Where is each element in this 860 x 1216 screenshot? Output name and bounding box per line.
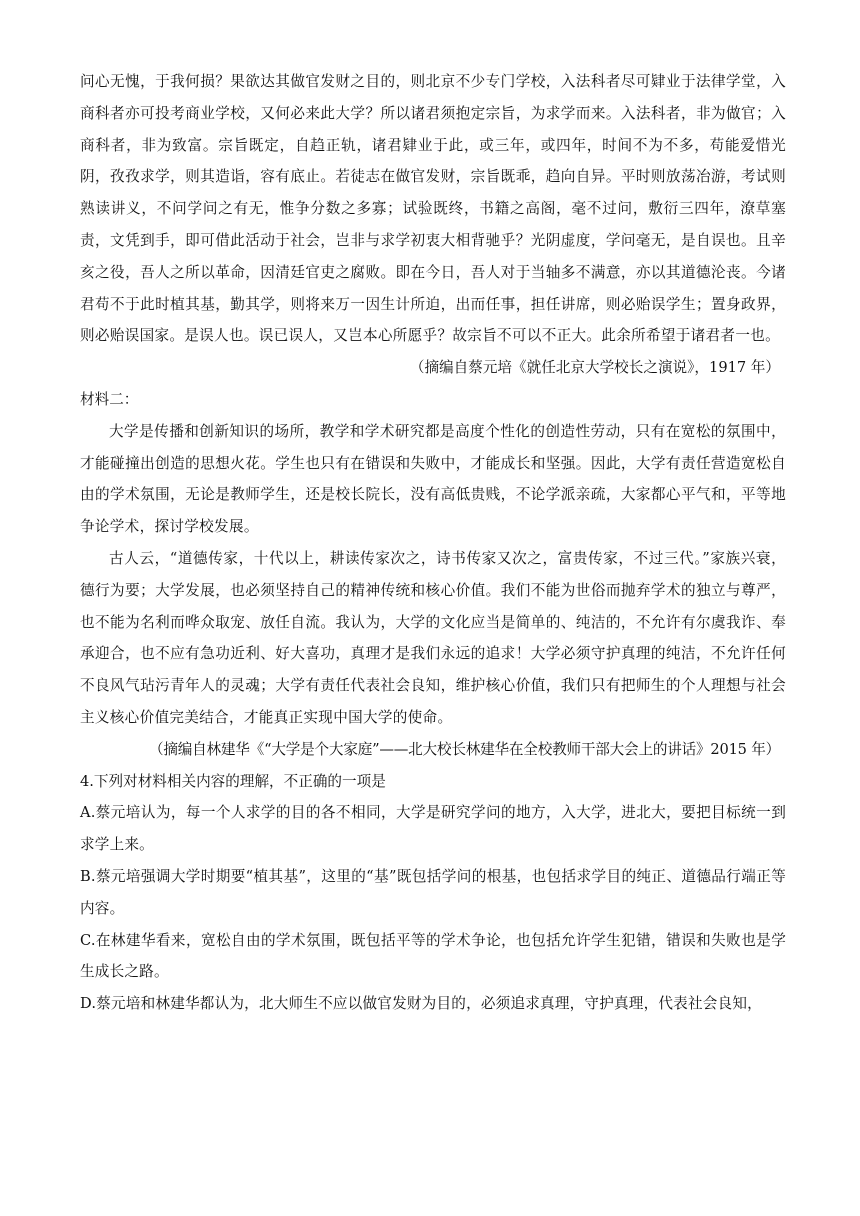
option-b: B.蔡元培强调大学时期要“植其基”，这里的“基”既包括学问的根基，也包括求学目的纯正、道德品行端正等内容。 bbox=[80, 867, 786, 917]
material-two-label: 材料二： bbox=[80, 390, 139, 408]
option-d: D.蔡元培和林建华都认为，北大师生不应以做官发财为目的，必须追求真理，守护真理，代表社会良知， bbox=[80, 995, 762, 1013]
option-a: A.蔡元培认为，每一个人求学的目的各不相同，大学是研究学问的地方，入大学，进北大，要把目标统一到求学上来。 bbox=[80, 804, 786, 854]
material-two-paragraph-2: 古人云，“道德传家，十代以上，耕读传家次之，诗书传家又次之，富贵传家，不过三代。”家族兴衰，德行为要；大学发展，也必须坚持自己的精神传统和核心价值。我们不能为世俗而抛弃学术的独立与尊严，也不能为名利而哗众取宠、放任自流。我认为，大学的文化应当是简单的、纯洁的，不允许有尔虞我诈、奉承迎合，也不应有急功近利、好大喜功，真理才是我们永远的追求！大学必须守护真理的纯洁，不允许任何不良风气玷污青年人的灵魂；大学有责任代表社会良知，维护核心价值，我们只有把师生的个人理想与社会主义核心价值完美结合，才能真正实现中国大学的使命。 bbox=[80, 549, 786, 726]
material-one-paragraph: 问心无愧，于我何损？果欲达其做官发财之目的，则北京不少专门学校，入法科者尽可肄业于法律学堂，入商科者亦可投考商业学校，又何必来此大学？所以诸君须抱定宗旨，为求学而来。入法科者，非为做官；入商科者，非为致富。宗旨既定，自趋正轨，诸君肄业于此，或三年，或四年，时间不为不多，苟能爱惜光阴，孜孜求学，则其造诣，容有底止。若徒志在做官发财，宗旨既乖，趋向自异。平时则放荡冶游，考试则熟读讲义，不问学问之有无，惟争分数之多寡；试验既终，书籍之高阁，毫不过问，敷衍三四年，潦草塞责，文凭到手，即可借此活动于社会，岂非与求学初衷大相背驰乎？光阴虚度，学问毫无，是自误也。且辛亥之役，吾人之所以革命，因清廷官吏之腐败。即在今日，吾人对于当轴多不满意，亦以其道德沦丧。今诸君苟不于此时植其基，勤其学，则将来万一因生计所迫，出而任事，担任讲席，则必贻误学生；置身政界，则必贻误国家。是误人也。误已误人，又岂本心所愿乎？故宗旨不可以不正大。此余所希望于诸君者一也。 bbox=[80, 73, 786, 345]
material-two-source: （摘编自林建华《“大学是个大家庭”——北大校长林建华在全校教师干部大会上的讲话》2015 年） bbox=[148, 740, 780, 758]
question-stem: 4.下列对材料相关内容的理解，不正确的一项是 bbox=[80, 772, 386, 790]
material-two-paragraph-1: 大学是传播和创新知识的场所，教学和学术研究都是高度个性化的创造性劳动，只有在宽松的氛围中，才能碰撞出创造的思想火花。学生也只有在错误和失败中，才能成长和坚强。因此，大学有责任营造宽松自由的学术氛围，无论是教师学生，还是校长院长，没有高低贵贱，不论学派亲疏，大家都心平气和，平等地争论学术，探讨学校发展。 bbox=[80, 422, 786, 536]
material-one-source: （摘编自蔡元培《就任北京大学校长之演说》，1917 年） bbox=[409, 359, 780, 377]
page-content bbox=[80, 66, 786, 1020]
option-c: C.在林建华看来，宽松自由的学术氛围，既包括平等的学术争论，也包括允许学生犯错，错误和失败也是学生成长之路。 bbox=[80, 931, 786, 981]
